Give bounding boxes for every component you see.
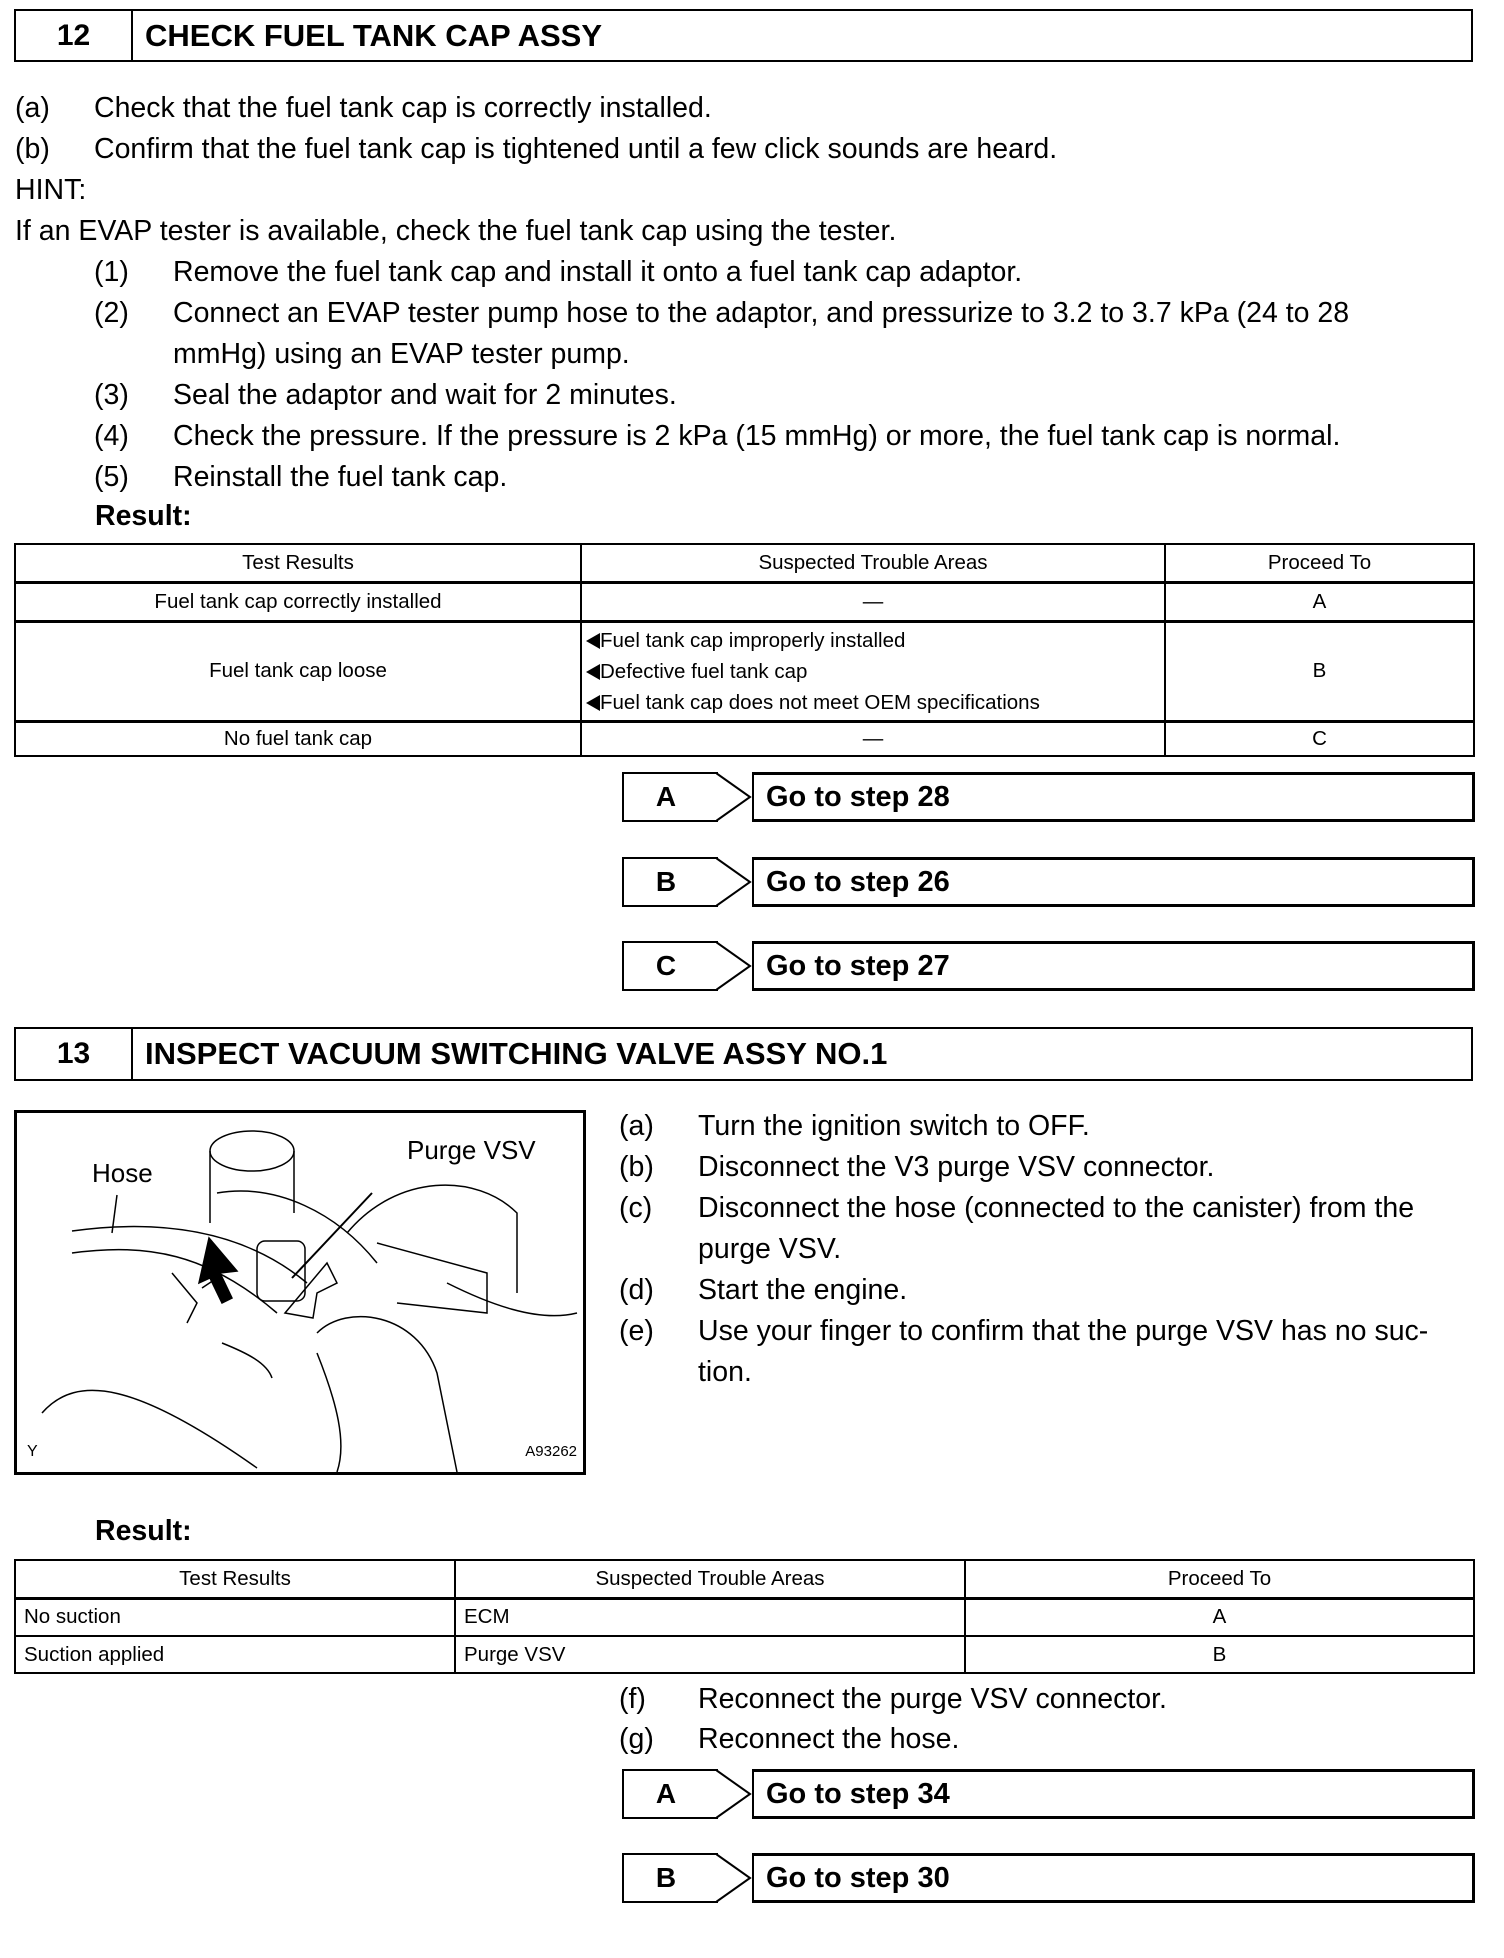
result-table-12 [14, 543, 1475, 757]
item-text: Use your finger to confirm that the purge VSV has no suc- [698, 1315, 1429, 1347]
goto-text: Go to step 27 [752, 941, 1475, 991]
bullet-icon [586, 664, 600, 680]
sub-item-label: (1) [94, 256, 129, 288]
hint-label: HINT: [15, 174, 87, 206]
sub-item-text: Seal the adaptor and wait for 2 minutes. [173, 379, 677, 411]
item-text: Disconnect the V3 purge VSV connector. [698, 1151, 1215, 1183]
goto-text: Go to step 28 [752, 772, 1475, 822]
chevron-arrow-icon [716, 857, 752, 907]
goto-text: Go to step 26 [752, 857, 1475, 907]
goto-letter: C [622, 941, 718, 991]
chevron-arrow-icon [716, 1853, 752, 1903]
item-label: (d) [619, 1274, 654, 1306]
chevron-arrow-icon [716, 941, 752, 991]
figure-corner-label: Y [27, 1443, 38, 1460]
item-text: Disconnect the hose (connected to the canister) from the [698, 1192, 1415, 1224]
item-text: Reconnect the purge VSV connector. [698, 1683, 1167, 1715]
sub-item-text: Remove the fuel tank cap and install it onto a fuel tank cap adaptor. [173, 256, 1023, 288]
step-number: 13 [16, 1029, 133, 1079]
result-table-13 [14, 1559, 1475, 1674]
item-text: Confirm that the fuel tank cap is tightened until a few click sounds are heard. [94, 133, 1058, 165]
item-label: (a) [619, 1110, 654, 1142]
item-label: (b) [15, 133, 50, 165]
column-header: Suspected Trouble Areas [455, 1560, 965, 1598]
sub-item-label: (4) [94, 420, 129, 452]
column-header: Test Results [15, 1560, 455, 1598]
hose-label: Hose [92, 1158, 153, 1188]
purge-vsv-label: Purge VSV [407, 1135, 536, 1165]
test-result: Suction applied [15, 1636, 455, 1673]
trouble-area: ECM [455, 1598, 965, 1636]
item-label: (f) [619, 1683, 646, 1715]
proceed-to: B [965, 1636, 1474, 1673]
column-header: Proceed To [1165, 544, 1474, 582]
sub-item-text: Connect an EVAP tester pump hose to the adaptor, and pressurize to 3.2 to 3.7 kPa (24 to 28 [173, 297, 1350, 329]
column-header: Proceed To [965, 1560, 1474, 1598]
table-row [15, 721, 1474, 756]
chevron-arrow-icon [716, 772, 752, 822]
item-label: (c) [619, 1192, 653, 1224]
trouble-area: — [581, 721, 1165, 756]
column-header: Suspected Trouble Areas [581, 544, 1165, 582]
goto-letter: B [622, 1853, 718, 1903]
item-label: (e) [619, 1315, 654, 1347]
goto-b[interactable] [622, 1853, 1475, 1903]
step-number: 12 [16, 11, 133, 60]
item-label: (a) [15, 92, 50, 124]
test-result: Fuel tank cap correctly installed [15, 582, 581, 621]
goto-letter: B [622, 857, 718, 907]
table-row [15, 1598, 1474, 1636]
goto-c[interactable] [622, 941, 1475, 991]
test-result: No fuel tank cap [15, 721, 581, 756]
sub-item-label: (5) [94, 461, 129, 493]
bullet-icon [586, 695, 600, 711]
table-row [15, 1636, 1474, 1673]
sub-item-label: (3) [94, 379, 129, 411]
column-header: Test Results [15, 544, 581, 582]
goto-text: Go to step 34 [752, 1769, 1475, 1819]
item-text: Check that the fuel tank cap is correctly installed. [94, 92, 712, 124]
goto-b[interactable] [622, 857, 1475, 907]
test-result: Fuel tank cap loose [15, 621, 581, 721]
bullet-icon [586, 633, 600, 649]
test-result: No suction [15, 1598, 455, 1636]
goto-letter: A [622, 772, 718, 822]
proceed-to: A [1165, 582, 1474, 621]
trouble-area: Purge VSV [455, 1636, 965, 1673]
goto-a[interactable] [622, 772, 1475, 822]
hint-text: If an EVAP tester is available, check the fuel tank cap using the tester. [15, 215, 897, 247]
goto-a[interactable] [622, 1769, 1475, 1819]
result-label: Result: [95, 1515, 192, 1547]
sub-item-text: Reinstall the fuel tank cap. [173, 461, 508, 493]
trouble-area: — [581, 582, 1165, 621]
proceed-to: A [965, 1598, 1474, 1636]
trouble-area: Defective fuel tank cap [600, 659, 808, 683]
item-text: purge VSV. [698, 1233, 842, 1265]
trouble-areas [581, 621, 1165, 721]
item-text: Start the engine. [698, 1274, 908, 1306]
proceed-to: B [1165, 621, 1474, 721]
trouble-area: Fuel tank cap improperly installed [600, 628, 906, 652]
item-text: Turn the ignition switch to OFF. [698, 1110, 1090, 1142]
step-13-header [14, 1027, 1473, 1081]
item-label: (g) [619, 1723, 654, 1755]
item-text: Reconnect the hose. [698, 1723, 960, 1755]
goto-text: Go to step 30 [752, 1853, 1475, 1903]
figure-id: A93262 [525, 1443, 577, 1460]
item-label: (b) [619, 1151, 654, 1183]
table-row [15, 582, 1474, 621]
step-12-header [14, 9, 1473, 62]
trouble-area: Fuel tank cap does not meet OEM specifications [600, 690, 1040, 714]
proceed-to: C [1165, 721, 1474, 756]
sub-item-label: (2) [94, 297, 129, 329]
step-title: CHECK FUEL TANK CAP ASSY [145, 17, 603, 53]
sub-item-text: Check the pressure. If the pressure is 2 kPa (15 mmHg) or more, the fuel tank cap is normal. [173, 420, 1341, 452]
sub-item-text: mmHg) using an EVAP tester pump. [173, 338, 630, 370]
step-title: INSPECT VACUUM SWITCHING VALVE ASSY NO.1 [145, 1036, 888, 1071]
result-label: Result: [95, 500, 192, 532]
item-text: tion. [698, 1356, 752, 1388]
table-row [15, 621, 1474, 721]
purge-vsv-illustration [14, 1110, 586, 1475]
chevron-arrow-icon [716, 1769, 752, 1819]
goto-letter: A [622, 1769, 718, 1819]
